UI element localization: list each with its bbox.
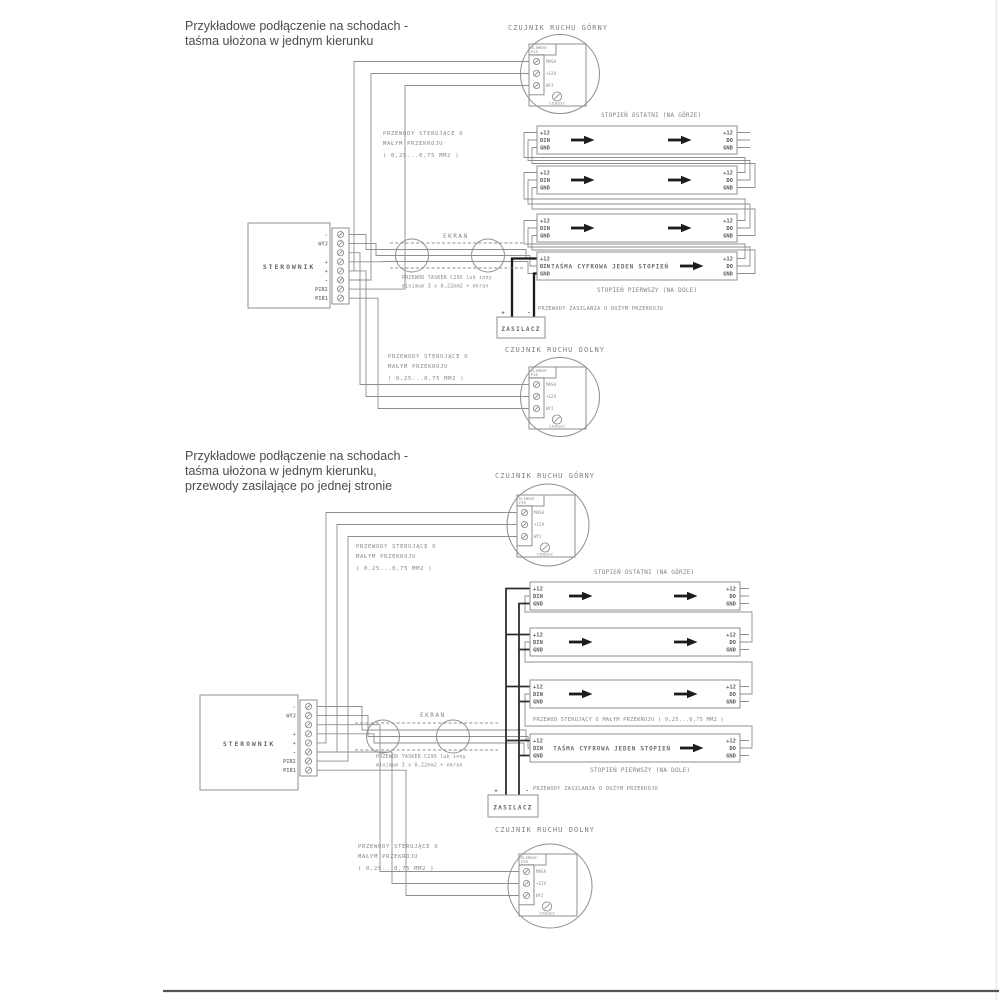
strip-terminal-label: GND bbox=[723, 145, 733, 152]
control-wires-note-line1: PRZEWODY STERUJĄCE O bbox=[383, 131, 464, 137]
strip-terminal-label: +12 bbox=[726, 738, 736, 745]
strip-terminal-label: +12 bbox=[723, 218, 733, 225]
controller-label: STEROWNIK bbox=[222, 740, 276, 748]
strip-box bbox=[530, 582, 740, 610]
motion-sensor-upper bbox=[495, 471, 595, 566]
terminal-screw-icon bbox=[305, 731, 311, 737]
control-wires-note-line1: PRZEWODY STERUJĄCE O bbox=[356, 544, 437, 550]
diagram2-title-line1: Przykładowe podłączenie na schodach - bbox=[185, 449, 409, 463]
strip-terminal-label: +12 bbox=[533, 586, 543, 593]
strip-terminal-label: DIN bbox=[533, 593, 543, 600]
pir-header-line2: PIR bbox=[521, 859, 528, 865]
strip-box bbox=[530, 628, 740, 656]
shield-label: EKRAN bbox=[420, 712, 446, 719]
sensor-terminal-label: +12V bbox=[546, 71, 557, 77]
sensitivity-label: CZUŁOŚĆ bbox=[548, 100, 566, 106]
psu-label: ZASILACZ bbox=[493, 804, 533, 812]
terminal-screw-icon bbox=[305, 722, 311, 728]
terminal-screw-icon bbox=[337, 250, 343, 256]
terminal-screw-icon bbox=[521, 521, 527, 527]
strip-terminal-label: +12 bbox=[726, 632, 736, 639]
strip-terminal-label: GND bbox=[533, 601, 543, 608]
terminal-screw-icon bbox=[533, 381, 539, 387]
strip-terminal-label: GND bbox=[540, 145, 550, 152]
strip-terminal-label: +12 bbox=[533, 632, 543, 639]
led-strip-4 bbox=[530, 734, 740, 762]
terminal-screw-icon bbox=[337, 286, 343, 292]
terminal-label: - bbox=[324, 232, 328, 239]
strip-terminal-label: GND bbox=[726, 647, 736, 654]
terminal-screw-icon bbox=[337, 277, 343, 283]
sensor-terminal-label: WYJ bbox=[546, 83, 554, 89]
sensor-lower-label: CZUJNIK RUCHU DOLNY bbox=[505, 346, 606, 354]
sensor-terminal-label: WYJ bbox=[546, 406, 554, 412]
cable-type-line1: PRZEWÓD TASKER C295 lub inny bbox=[402, 275, 492, 281]
led-strip-2 bbox=[530, 628, 740, 656]
terminal-screw-icon bbox=[305, 758, 311, 764]
psu-label: ZASILACZ bbox=[501, 326, 541, 333]
terminal-label: - bbox=[292, 749, 296, 756]
pir-header-line1: ELEMENT bbox=[521, 854, 538, 860]
strip-terminal-label: GND bbox=[726, 753, 736, 760]
diagram1-title-line1: Przykładowe podłączenie na schodach - bbox=[185, 19, 409, 33]
terminal-screw-icon bbox=[337, 241, 343, 247]
terminal-label: + bbox=[292, 740, 296, 747]
motion-sensor-upper bbox=[508, 23, 608, 114]
power-wires-note: PRZEWODY ZASILANIA O DUŻYM PRZEKROJU bbox=[538, 306, 664, 312]
sensor-lower-label: CZUJNIK RUCHU DOLNY bbox=[495, 826, 596, 834]
sensor-upper-label: CZUJNIK RUCHU GÓRNY bbox=[495, 472, 596, 480]
strip-terminal-label: DIN bbox=[540, 177, 550, 184]
sensor-terminal-label: +12V bbox=[534, 522, 545, 528]
strip-terminal-label: +12 bbox=[540, 256, 550, 263]
terminal-label: - bbox=[292, 704, 296, 711]
led-strip-4 bbox=[537, 252, 737, 280]
strip-box bbox=[530, 680, 740, 708]
strip-terminal-label: GND bbox=[540, 271, 550, 278]
strip-terminal-label: DO bbox=[729, 745, 736, 752]
control-wires-note-line3: ( 0,25...0,75 MM2 ) bbox=[383, 153, 460, 159]
motion-sensor-lower bbox=[495, 826, 595, 928]
strip-terminal-label: +12 bbox=[533, 684, 543, 691]
sensor-terminal-label: +12V bbox=[536, 881, 547, 887]
strip-terminal-label: DIN bbox=[533, 691, 543, 698]
strip-terminal-label: +12 bbox=[540, 170, 550, 177]
terminal-screw-icon bbox=[337, 268, 343, 274]
terminal-label: - bbox=[324, 277, 328, 284]
strip-box bbox=[537, 126, 737, 154]
cable-type-line2: minimum 3 x 0,22mm2 + ekran bbox=[402, 283, 489, 290]
control-wires-note-line2: MAŁYM PRZEKROJU bbox=[358, 854, 419, 860]
strip-terminal-label: DIN bbox=[533, 745, 543, 752]
led-strip-1 bbox=[530, 582, 740, 610]
strip-terminal-label: DIN bbox=[540, 263, 550, 270]
terminal-label: WYJ bbox=[318, 241, 328, 248]
terminal-screw-icon bbox=[337, 259, 343, 265]
strip-terminal-label: DO bbox=[729, 593, 736, 600]
step-first-label: STOPIEŃ PIERWSZY (NA DOLE) bbox=[590, 767, 691, 774]
terminal-screw-icon bbox=[533, 82, 539, 88]
strip-terminal-label: DO bbox=[726, 225, 733, 232]
terminal-screw-icon bbox=[533, 405, 539, 411]
control-wires-note-line2: MAŁYM PRZEKROJU bbox=[388, 364, 449, 370]
diagram2-title-line2: taśma ułożona w jednym kierunku, bbox=[185, 464, 377, 478]
strip-terminal-label: GND bbox=[723, 233, 733, 240]
terminal-screw-icon bbox=[337, 295, 343, 301]
pir-header-line2: PIR bbox=[519, 500, 526, 506]
strip-terminal-label: +12 bbox=[723, 170, 733, 177]
strip-terminal-label: GND bbox=[540, 233, 550, 240]
pir-header-line2: PIR bbox=[531, 49, 538, 55]
terminal-label: + bbox=[324, 268, 328, 275]
sensor-terminal-label: WYJ bbox=[536, 893, 544, 899]
power-wires-note: PRZEWODY ZASILANIA O DUŻYM PRZEKROJU bbox=[533, 786, 659, 792]
control-wire-inline-note: PRZEWOD STERUJĄCY O MAŁYM PRZEKROJU ( 0,25...0,75 MM2 ) bbox=[533, 717, 725, 723]
psu-minus-label: - bbox=[527, 310, 531, 316]
strip-terminal-label: GND bbox=[723, 271, 733, 278]
strip-box bbox=[537, 166, 737, 194]
strip-terminal-label: +12 bbox=[540, 130, 550, 137]
strip-terminal-label: DO bbox=[729, 691, 736, 698]
led-strip-2 bbox=[537, 166, 737, 194]
control-wires-note-line2: MAŁYM PRZEKROJU bbox=[356, 554, 417, 560]
strip-terminal-label: DIN bbox=[533, 639, 543, 646]
power-bus-positive bbox=[506, 589, 530, 796]
terminal-screw-icon bbox=[533, 70, 539, 76]
terminal-screw-icon bbox=[521, 533, 527, 539]
strip-terminal-label: DIN bbox=[540, 137, 550, 144]
controller-label: STEROWNIK bbox=[262, 263, 316, 271]
sensor-terminal-label: +12V bbox=[546, 394, 557, 400]
strip-terminal-label: GND bbox=[723, 185, 733, 192]
strip-terminal-label: DO bbox=[729, 639, 736, 646]
terminal-screw-icon bbox=[337, 231, 343, 237]
sensor-terminal-label: MASA bbox=[534, 510, 545, 516]
strip-box bbox=[537, 214, 737, 242]
power-wires bbox=[512, 259, 537, 318]
terminal-screw-icon bbox=[305, 749, 311, 755]
terminal-screw-icon bbox=[305, 703, 311, 709]
sensor-terminal-label: MASA bbox=[546, 59, 557, 65]
strip-terminal-label: +12 bbox=[726, 586, 736, 593]
sensor-terminal-label: WYJ bbox=[534, 534, 542, 540]
step-last-label: STOPIEŃ OSTATNI (NA GÓRZE) bbox=[594, 569, 695, 576]
strip-terminal-label: DO bbox=[726, 177, 733, 184]
strip-terminal-label: GND bbox=[533, 699, 543, 706]
pir-header-line1: ELEMENT bbox=[531, 367, 548, 373]
cable-type-line2: minimum 3 x 0,22mm2 + ekran bbox=[376, 762, 463, 769]
psu-minus-label: - bbox=[525, 788, 529, 794]
terminal-screw-icon bbox=[523, 880, 529, 886]
strip-terminal-label: +12 bbox=[533, 738, 543, 745]
control-wires-note-line1: PRZEWODY STERUJĄCE O bbox=[388, 354, 469, 360]
terminal-screw-icon bbox=[533, 393, 539, 399]
sensitivity-label: CZUŁOŚĆ bbox=[538, 910, 556, 916]
control-wires-note-line2: MAŁYM PRZEKROJU bbox=[383, 141, 444, 147]
strip-terminal-label: GND bbox=[533, 753, 543, 760]
strip-terminal-label: DO bbox=[726, 137, 733, 144]
control-wires-note-line3: ( 0,25...0,75 MM2 ) bbox=[388, 376, 465, 382]
power-bus-negative bbox=[519, 604, 530, 796]
sensor-terminal-label: MASA bbox=[536, 869, 547, 875]
terminal-label: + bbox=[324, 259, 328, 266]
digital-strip-label: TAŚMA CYFROWA JEDEN STOPIEŃ bbox=[553, 745, 671, 753]
controller bbox=[248, 223, 349, 308]
step-last-label: STOPIEŃ OSTATNI (NA GÓRZE) bbox=[601, 112, 702, 119]
terminal-screw-icon bbox=[305, 740, 311, 746]
strip-terminal-label: GND bbox=[540, 185, 550, 192]
strip-terminal-label: GND bbox=[726, 601, 736, 608]
power-supply bbox=[488, 788, 538, 817]
digital-strip-label: TAŚMA CYFROWA JEDEN STOPIEŃ bbox=[551, 263, 669, 271]
terminal-screw-icon bbox=[305, 713, 311, 719]
terminal-screw-icon bbox=[521, 509, 527, 515]
psu-plus-label: + bbox=[501, 310, 505, 316]
strip-terminal-label: GND bbox=[726, 699, 736, 706]
strip-terminal-label: +12 bbox=[723, 130, 733, 137]
sensitivity-label: CZUŁOŚĆ bbox=[548, 423, 566, 429]
terminal-screw-icon bbox=[305, 767, 311, 773]
strip-terminal-label: +12 bbox=[726, 684, 736, 691]
pir-header-line1: ELEMENT bbox=[531, 44, 548, 50]
pir-header-line1: ELEMENT bbox=[519, 495, 536, 501]
diagram2-title-line3: przewody zasilające po jednej stronie bbox=[185, 479, 393, 493]
control-wires-note-line3: ( 0,25...0,75 MM2 ) bbox=[356, 566, 433, 572]
sensor-terminal-label: MASA bbox=[546, 382, 557, 388]
terminal-label: PIR1 bbox=[283, 768, 296, 774]
strip-terminal-label: GND bbox=[533, 647, 543, 654]
strip-terminal-label: DIN bbox=[540, 225, 550, 232]
sensor-upper-label: CZUJNIK RUCHU GÓRNY bbox=[508, 24, 609, 32]
strip-terminal-label: +12 bbox=[723, 256, 733, 263]
power-supply bbox=[497, 310, 545, 338]
terminal-label: PIR1 bbox=[315, 296, 328, 302]
strip-terminal-label: +12 bbox=[540, 218, 550, 225]
cable-type-line1: PRZEWÓD TASKER C295 lub inny bbox=[376, 754, 466, 760]
diagram-2 bbox=[185, 449, 752, 928]
led-strip-1 bbox=[537, 126, 737, 154]
terminal-screw-icon bbox=[523, 892, 529, 898]
shield-label: EKRAN bbox=[443, 233, 469, 240]
step-first-label: STOPIEŃ PIERWSZY (NA DOLE) bbox=[597, 287, 698, 294]
led-strip-3 bbox=[537, 214, 737, 242]
pir-header-line2: PIR bbox=[531, 372, 538, 378]
controller bbox=[200, 695, 317, 790]
sensitivity-label: CZUŁOŚĆ bbox=[536, 551, 554, 557]
terminal-label: PIR2 bbox=[315, 286, 328, 293]
terminal-screw-icon bbox=[523, 868, 529, 874]
motion-sensor-lower bbox=[505, 346, 605, 437]
diagram1-title-line2: taśma ułożona w jednym kierunku bbox=[185, 34, 374, 48]
terminal-label: WYJ bbox=[286, 713, 296, 720]
control-wires-note-line1: PRZEWODY STERUJĄCE O bbox=[358, 844, 439, 850]
terminal-label: + bbox=[292, 731, 296, 738]
terminal-screw-icon bbox=[533, 58, 539, 64]
control-wires-note-line3: ( 0,25...0,75 MM2 ) bbox=[358, 866, 435, 872]
led-strip-3 bbox=[530, 680, 740, 708]
strip-terminal-label: DO bbox=[726, 263, 733, 270]
psu-plus-label: + bbox=[494, 788, 498, 794]
diagram-1 bbox=[185, 19, 755, 437]
terminal-label: PIR2 bbox=[283, 758, 296, 765]
